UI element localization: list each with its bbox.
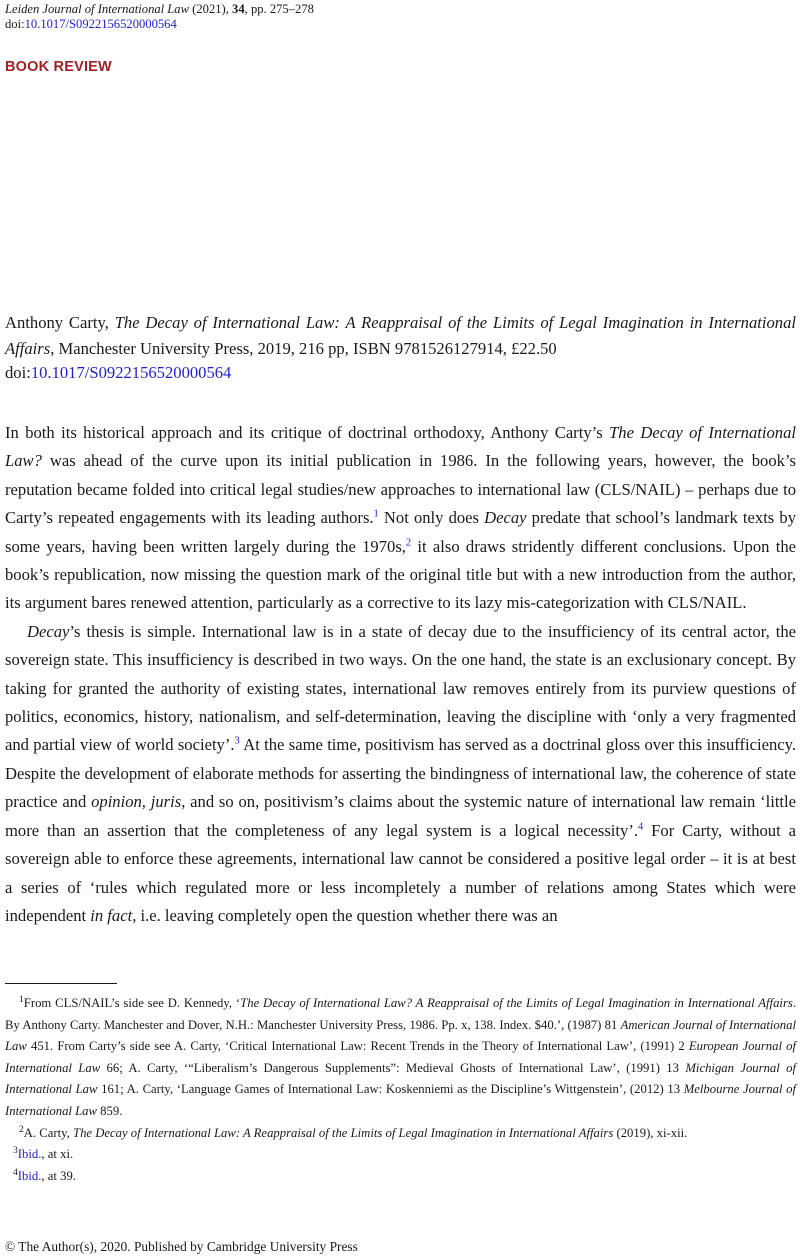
citation-author: Anthony Carty, — [5, 313, 115, 332]
footnote-4 — [5, 1166, 796, 1188]
para2-italic-1: Decay — [27, 621, 70, 641]
footnote-2-number: 2 — [19, 1123, 24, 1135]
para1-text-1: In both its historical approach and its critique of doctrinal orthodoxy, Anthony Carty’s — [5, 423, 610, 442]
para1-text-4: predate that school’s landmark texts by some years, having been written largely during the 1970s, — [5, 508, 796, 556]
footnote-3-text-1: , at xi. — [41, 1147, 74, 1162]
body-paragraph-1 — [5, 419, 796, 618]
footnote-separator-rule — [5, 983, 117, 984]
footnote-1-italic-4: Michigan Journal of International Law — [5, 1060, 796, 1097]
para2-text-4: For Carty, without a sovereign able to enforce these agreements, international law cannot be considered a positive legal order – it is at best a series of ‘rules which regulated more or less incompletely a number of relations among States which were independent — [5, 820, 796, 925]
para1-text-5: it also draws stridently different conclusions. Upon the book’s republication, now missing the question mark of the original title but with a new introduction from the author, its argument bares renewed attention, particularly as a corrective to its lazy mis-categorization with CLS/NAIL. — [5, 536, 796, 613]
para2-text-5: , i.e. leaving completely open the question whether there was an — [132, 905, 558, 925]
footnote-4-ibid-link[interactable]: Ibid. — [17, 1168, 42, 1183]
para1-text-2: was ahead of the curve upon its initial publication in 1986. In the following years, however, the book’s reputation became folded into critical legal studies/new approaches to international law (CLS/NAIL) – perhaps due to Carty’s repeated engagements with its leading authors. — [5, 451, 796, 528]
footnote-2-italic-1: The Decay of International Law: A Reappraisal of the Limits of Legal Imagination in International Affairs — [73, 1125, 614, 1140]
footnote-1-italic-2: American Journal of International Law — [5, 1017, 796, 1054]
footnote-1-italic-5: Melbourne Journal of International Law — [5, 1082, 796, 1118]
para2-text-1: ’s thesis is simple. International law is in a state of decay due to the insufficiency of its central actor, the sovereign state. This insufficiency is described in two ways. On the one hand, the state is an exclusionary concept. By taking for granted the authority of existing states, international law removes entirely from its purview questions of politics, economics, history, nationalism, and self-determination, leaving the discipline with ‘only a very fragmented and partial view of world society’. — [5, 621, 796, 755]
para2-italic-2: opinion, juris — [91, 792, 182, 812]
footnote-marker-1[interactable]: 1 — [373, 508, 379, 520]
footnote-2 — [5, 1123, 796, 1145]
footnote-4-number: 4 — [13, 1166, 18, 1178]
para1-text-3: Not only does — [378, 508, 485, 528]
issue-year: (2021), — [189, 2, 233, 16]
footnote-3-ibid-link[interactable]: Ibid. — [17, 1147, 42, 1162]
para2-text-2: At the same time, positivism has served as a doctrinal gloss over this insufficiency. Despite the development of elaborate methods for asserting the bindingness of international law, the coherence of state practice and — [5, 735, 796, 812]
citation-doi — [5, 360, 231, 386]
footnote-2-text-2: (2019), xi-xii. — [613, 1125, 688, 1140]
footnote-1-text-4: 66; A. Carty, ‘“Liberalism’s Dangerous Supplements”: Medieval Ghosts of International Law’, (1991) 13 — [100, 1060, 686, 1075]
footnote-1-number: 1 — [19, 993, 24, 1005]
copyright-notice: © The Author(s), 2020. Published by Cambridge University Press — [5, 1239, 358, 1254]
header-doi — [5, 17, 177, 32]
para1-italic-2: Decay — [484, 508, 527, 528]
volume-number: 34 — [232, 2, 245, 16]
body-paragraph-2 — [5, 618, 796, 930]
footnote-1-text-1: From CLS/NAIL’s side see D. Kennedy, ‘ — [23, 996, 241, 1010]
citation-doi-label: doi: — [5, 363, 31, 382]
footnotes-section — [5, 993, 796, 1187]
citation-publication-details: , Manchester University Press, 2019, 216 pp, ISBN 9781526127914, £22.50 — [50, 338, 557, 358]
footnote-1-text-5: 161; A. Carty, ‘Language Games of International Law: Koskenniemi as the Discipline’s Wittgenstein’, (2012) 13 — [97, 1082, 684, 1097]
footnote-3 — [5, 1144, 796, 1166]
para2-italic-3: in fact — [90, 905, 133, 925]
page-range: , pp. 275–278 — [244, 2, 314, 16]
book-citation — [5, 310, 796, 361]
citation-book-title: The Decay of International Law: A Reappraisal of the Limits of Legal Imagination in International Affairs — [5, 313, 796, 358]
footnote-marker-2[interactable]: 2 — [405, 537, 412, 549]
footnote-1-italic-1: The Decay of International Law? A Reappraisal of the Limits of Legal Imagination in International Affairs — [240, 996, 793, 1010]
footnote-2-text-1: A. Carty, — [23, 1125, 74, 1140]
para2-text-3: , and so on, positivism’s claims about the systemic nature of international law remain ‘little more than an assertion that the completeness of any legal system is a logical necessity’. — [5, 792, 797, 840]
citation-doi-link[interactable]: 10.1017/S0922156520000564 — [30, 363, 232, 382]
journal-article-page — [5, 0, 796, 1257]
article-body — [5, 419, 796, 930]
footnote-1-text-2: . By Anthony Carty. Manchester and Dover, N.H.: Manchester University Press, 1986. Pp. x, 138. Index. $40.’, (1987) 81 — [5, 996, 797, 1032]
footnote-marker-4[interactable]: 4 — [638, 821, 644, 833]
footnote-4-text-1: , at 39. — [41, 1168, 76, 1183]
journal-title: Leiden Journal of International Law — [5, 2, 190, 16]
doi-label: doi: — [5, 17, 25, 31]
footnote-marker-3[interactable]: 3 — [234, 735, 240, 747]
footnote-3-number: 3 — [13, 1144, 18, 1156]
footnote-1-text-6: 859. — [97, 1103, 123, 1118]
para1-italic-1: The Decay of International Law? — [5, 423, 796, 471]
footnote-1 — [5, 993, 796, 1123]
doi-link[interactable]: 10.1017/S0922156520000564 — [24, 17, 177, 31]
section-label-book-review: BOOK REVIEW — [5, 59, 112, 75]
running-head — [5, 2, 314, 17]
footnote-1-italic-3: European Journal of International Law — [5, 1039, 796, 1075]
footnote-1-text-3: 451. From Carty’s side see A. Carty, ‘Critical International Law: Recent Trends in the Theory of International Law’, (1991) 2 — [26, 1039, 689, 1054]
